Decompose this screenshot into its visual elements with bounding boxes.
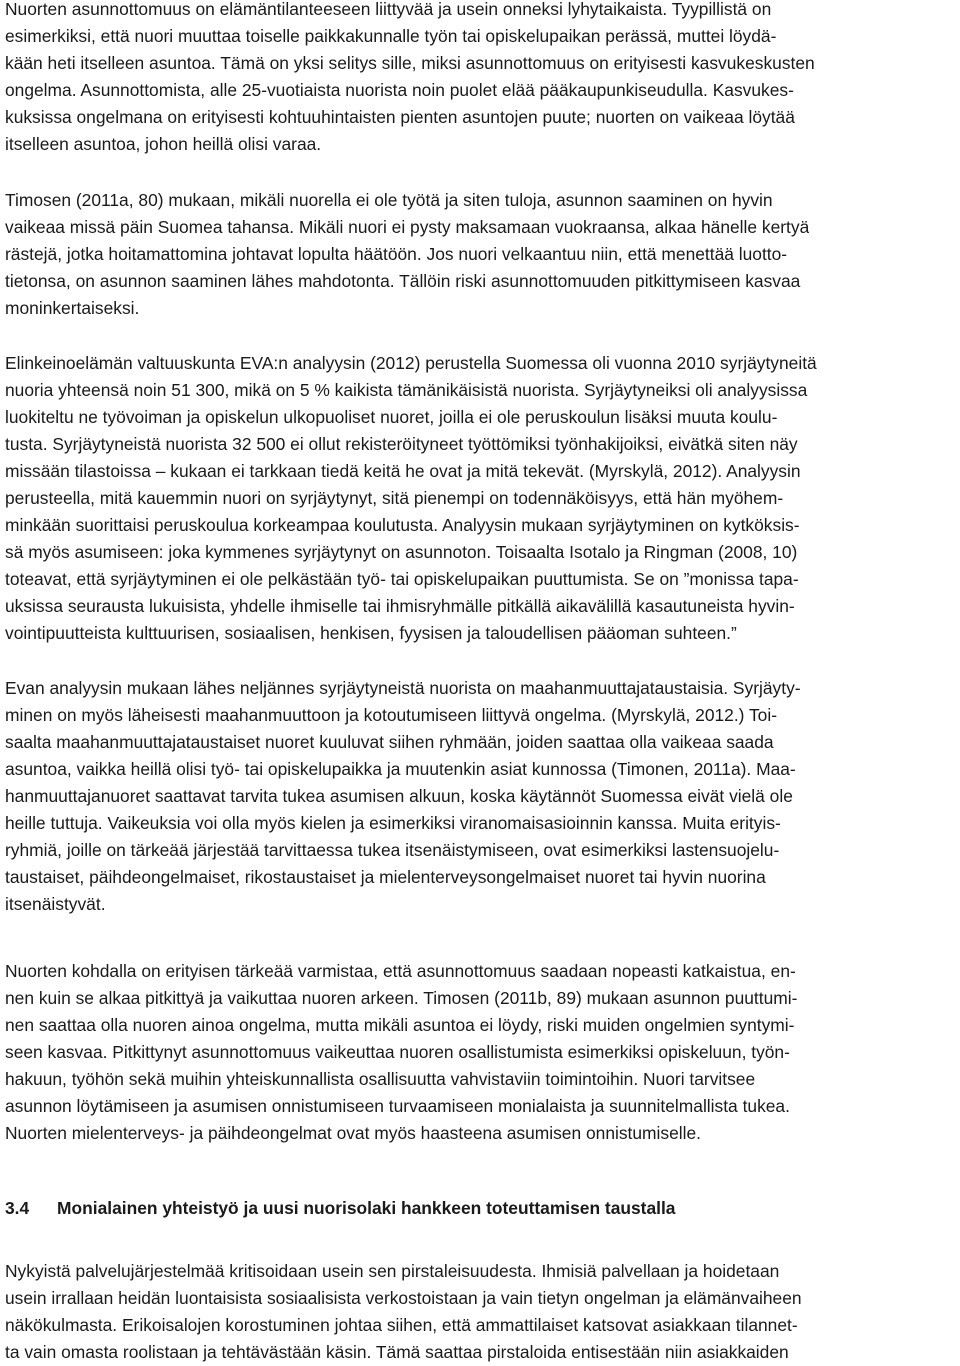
text-line: uksissa seurausta lukuisista, yhdelle ihmiselle tai ihmisryhmälle pitkällä aikavälillä kasautuneista hyvin-	[5, 596, 795, 616]
text-line: kään heti itselleen asuntoa. Tämä on yksi selitys sille, miksi asunnottomuus on erityisesti kasvukeskusten	[5, 53, 815, 73]
text-line: Evan analyysin mukaan lähes neljännes syrjäytyneistä nuorista on maahanmuuttajataustaisia. Syrjäyty-	[5, 678, 801, 698]
section-heading	[5, 1195, 675, 1222]
text-line: tusta. Syrjäytyneistä nuorista 32 500 ei ollut rekisteröityneet työttömiksi työnhakijoiksi, eivätkä siten näy	[5, 434, 798, 454]
text-line: ta vain omasta roolistaan ja tehtävästään käsin. Tämä saattaa pirstaloida entisestään niin asiakkaiden	[5, 1342, 789, 1362]
text-line: itsenäistyvät.	[5, 894, 106, 914]
text-line: usein irrallaan heidän luontaisista sosiaalisista verkostoistaan ja vain tietyn ongelman ja elämänvaiheen	[5, 1288, 802, 1308]
text-line: saalta maahanmuuttajataustaiset nuoret kuuluvat siihen ryhmään, joiden saattaa olla vaikeaa saada	[5, 732, 774, 752]
text-line: moninkertaiseksi.	[5, 298, 140, 318]
text-line: minen on myös läheisesti maahanmuuttoon ja kotoutumiseen liittyvä ongelma. (Myrskylä, 2012.) Toi-	[5, 705, 777, 725]
paragraph-4	[5, 675, 801, 918]
text-line: nen saattaa olla nuoren ainoa ongelma, mutta mikäli asuntoa ei löydy, riski muiden ongelmien syntymi-	[5, 1015, 795, 1035]
text-line: toteavat, että syrjäytyminen ei ole pelkästään työ- tai opiskelupaikan puuttumista. Se on ”monissa tapa-	[5, 569, 799, 589]
text-line: hanmuuttajanuoret saattavat tarvita tukea asumisen alkuun, koska käytännöt Suomessa eivät vielä ole	[5, 786, 793, 806]
paragraph-6	[5, 1258, 802, 1366]
text-line: heille tuttuja. Vaikeuksia voi olla myös kielen ja esimerkiksi viranomaisasioinnin kanssa. Muita erityis-	[5, 813, 781, 833]
text-line: minkään suorittaisi peruskoulua korkeampaa koulutusta. Analyysin mukaan syrjäytyminen on kytköksis-	[5, 515, 800, 535]
paragraph-3	[5, 350, 817, 647]
text-line: Nuorten asunnottomuus on elämäntilanteeseen liittyvää ja usein onneksi lyhytaikaista. Tyypillistä on	[5, 0, 772, 19]
text-line: missään tilastoissa – kukaan ei tarkkaan tiedä keitä he ovat ja mitä tekevät. (Myrskylä, 2012). Analyysin	[5, 461, 801, 481]
text-line: Nuorten mielenterveys- ja päihdeongelmat ovat myös haasteena asumisen onnistumiselle.	[5, 1123, 701, 1143]
text-line: Nykyistä palvelujärjestelmää kritisoidaan usein sen pirstaleisuudesta. Ihmisiä palvellaan ja hoidetaan	[5, 1261, 780, 1281]
section-title: Monialainen yhteistyö ja uusi nuorisolaki hankkeen toteuttamisen taustalla	[57, 1198, 676, 1218]
text-line: itselleen asuntoa, johon heillä olisi varaa.	[5, 134, 322, 154]
text-line: asuntoa, vaikka heillä olisi työ- tai opiskelupaikka ja muutenkin asiat kunnossa (Timonen, 2011a). Maa-	[5, 759, 796, 779]
paragraph-5	[5, 958, 797, 1147]
text-line: rästejä, jotka hoitamattomina johtavat lopulta häätöön. Jos nuori velkaantuu niin, että menettää luotto-	[5, 244, 788, 264]
text-line: tietonsa, on asunnon saaminen lähes mahdotonta. Tällöin riski asunnottomuuden pitkittymiseen kasvaa	[5, 271, 801, 291]
text-line: sä myös asumiseen: joka kymmenes syrjäytynyt on asunnoton. Toisaalta Isotalo ja Ringman (2008, 10)	[5, 542, 798, 562]
text-line: nuoria yhteensä noin 51 300, mikä on 5 % kaikista tämänikäisistä nuorista. Syrjäytyneiksi oli analyysissa	[5, 380, 808, 400]
paragraph-2	[5, 187, 809, 322]
text-line: näkökulmasta. Erikoisalojen korostuminen johtaa siihen, että ammattilaiset katsovat asiakkaan tilannet-	[5, 1315, 798, 1335]
text-line: Nuorten kohdalla on erityisen tärkeää varmistaa, että asunnottomuus saadaan nopeasti katkaistua, en-	[5, 961, 796, 981]
text-line: asunnon löytämiseen ja asumisen onnistumiseen turvaamiseen monialaista ja suunnitelmallista tukea.	[5, 1096, 790, 1116]
text-line: ryhmiä, joille on tärkeää järjestää tarvittaessa tukea itsenäistymiseen, ovat esimerkiksi lastensuojelu-	[5, 840, 780, 860]
text-line: luokiteltu ne työvoiman ja opiskelun ulkopuoliset nuoret, joilla ei ole peruskoulun lisäksi muuta koulu-	[5, 407, 778, 427]
text-line: ongelma. Asunnottomista, alle 25-vuotiaista nuorista noin puolet elää pääkaupunkiseudulla. Kasvukes-	[5, 80, 794, 100]
text-line: kuksissa ongelmana on erityisesti kohtuuhintaisten pienten asuntojen puute; nuorten on vaikeaa löytää	[5, 107, 795, 127]
text-line: seen kasvaa. Pitkittynyt asunnottomuus vaikeuttaa nuoren osallistumista esimerkiksi opiskeluun, työn-	[5, 1042, 790, 1062]
text-line: perusteella, mitä kauemmin nuori on syrjäytynyt, sitä pienempi on todennäköisyys, että hän myöhem-	[5, 488, 784, 508]
text-line: hakuun, työhön sekä muihin yhteiskunnallista osallisuutta vahvistaviin toimintoihin. Nuori tarvitsee	[5, 1069, 756, 1089]
text-line: Elinkeinoelämän valtuuskunta EVA:n analyysin (2012) perustella Suomessa oli vuonna 2010 syrjäytyneitä	[5, 353, 817, 373]
text-line: esimerkiksi, että nuori muuttaa toiselle paikkakunnalle työn tai opiskelupaikan perässä, muttei löydä-	[5, 26, 777, 46]
text-line: Timosen (2011a, 80) mukaan, mikäli nuorella ei ole työtä ja siten tuloja, asunnon saaminen on hyvin	[5, 190, 773, 210]
text-line: nen kuin se alkaa pitkittyä ja vaikuttaa nuoren arkeen. Timosen (2011b, 89) mukaan asunnon puuttumi-	[5, 988, 798, 1008]
section-number: 3.4	[5, 1198, 30, 1218]
paragraph-1	[5, 0, 815, 158]
text-line: vaikeaa missä päin Suomea tahansa. Mikäli nuori ei pysty maksamaan vuokraansa, alkaa hänelle kertyä	[5, 217, 810, 237]
text-line: vointipuutteista kulttuurisen, sosiaalisen, henkisen, fyysisen ja taloudellisen pääoman suhteen.”	[5, 623, 737, 643]
text-line: taustaiset, päihdeongelmaiset, rikostaustaiset ja mielenterveysongelmaiset nuoret tai hyvin nuorina	[5, 867, 766, 887]
